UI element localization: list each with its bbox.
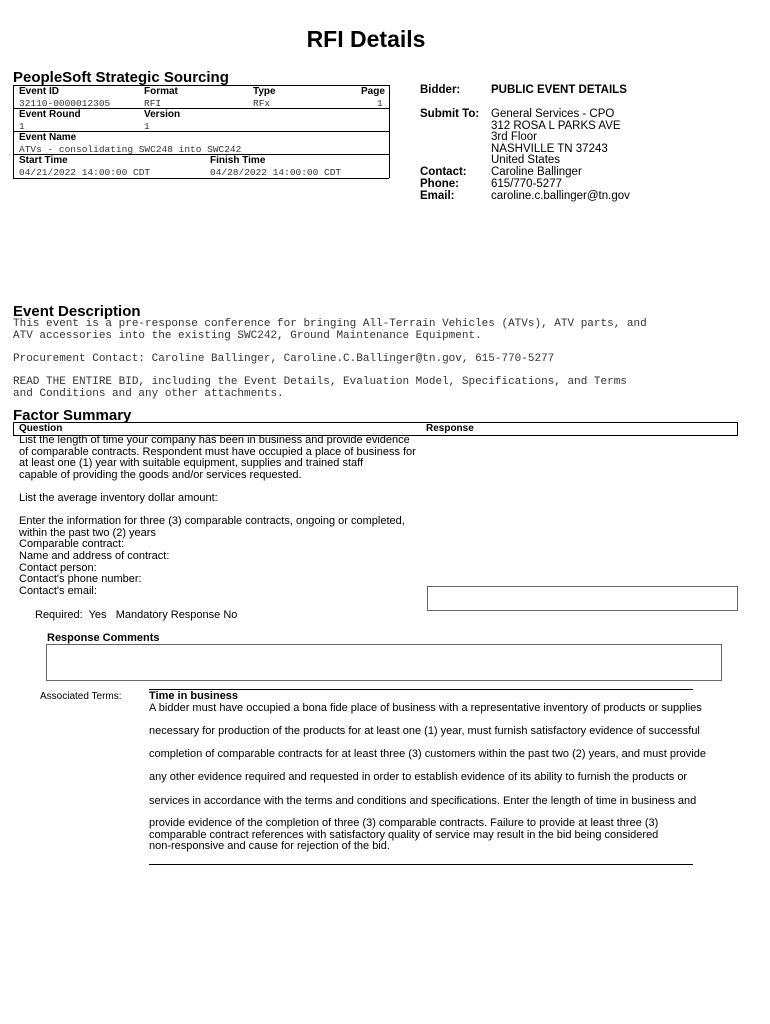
question-line: Comparable contract:	[19, 538, 125, 551]
format-label: Format	[144, 86, 178, 97]
event-round-value: 1	[19, 121, 25, 132]
question-line: within the past two (2) years	[19, 526, 156, 539]
event-description-para1: This event is a pre-response conference for bringing All-Terrain Vehicles (ATVs), ATV parts, and ATV accessories into the existing SWC242, Ground Maintenance Equipment.	[13, 318, 647, 342]
phone-label: Phone:	[420, 178, 459, 190]
type-value: RFx	[253, 98, 271, 109]
term-closing-text	[149, 818, 658, 853]
email-label: Email:	[420, 190, 455, 202]
term-line: completion of comparable contracts for at least three (3) customers within the past two (2) years, and must provide	[149, 748, 706, 760]
term-line: any other evidence required and requested in order to establish evidence of its ability to furnish the products or	[149, 771, 688, 783]
term-line: comparable contract references with satisfactory quality of service may result in the bid being considered	[149, 828, 659, 841]
submit-to-label: Submit To:	[420, 108, 480, 120]
event-id-value: 32110-0000012305	[19, 98, 111, 109]
bidder-label: Bidder:	[420, 84, 461, 96]
term-line: services in accordance with the terms and conditions and specifications. Enter the length of time in business and	[149, 795, 697, 807]
page-title: RFI Details	[306, 26, 426, 52]
section-title: PeopleSoft Strategic Sourcing	[13, 69, 229, 86]
term-line: necessary for production of the products for at least one (1) year, must furnish satisfactory evidence of successful	[149, 725, 700, 737]
type-label: Type	[253, 86, 276, 97]
version-value: 1	[144, 121, 150, 132]
term-line: non-responsive and cause for rejection of the bid.	[149, 840, 390, 853]
question-line: Enter the information for three (3) comparable contracts, ongoing or completed,	[19, 515, 405, 528]
response-comments-label: Response Comments	[47, 632, 160, 644]
question-line: Contact's phone number:	[19, 573, 142, 586]
response-comments-input[interactable]	[46, 644, 722, 681]
question-line: Name and address of contract:	[19, 549, 170, 562]
phone-value: 615/770-5277	[491, 178, 562, 190]
contact-label: Contact:	[420, 166, 467, 178]
term-line: provide evidence of the completion of three (3) comparable contracts. Failure to provide at least three (3)	[149, 817, 659, 829]
event-name-value: ATVs - consolidating SWC248 into SWC242	[19, 144, 242, 155]
page-label: Page	[361, 86, 385, 97]
submit-to-address	[491, 109, 621, 167]
start-time-value: 04/21/2022 14:00:00 CDT	[19, 167, 151, 178]
event-round-label: Event Round	[19, 109, 81, 120]
question-text	[19, 435, 416, 597]
event-description-para2: Procurement Contact: Caroline Ballinger, Caroline.C.Ballinger@tn.gov, 615-770-5277	[13, 353, 555, 365]
page-value: 1	[377, 98, 383, 109]
email-value: caroline.c.ballinger@tn.gov	[491, 190, 630, 202]
format-value: RFI	[144, 98, 162, 109]
address-line: NASHVILLE TN 37243	[491, 142, 608, 155]
question-line: capable of providing the goods and/or services requested.	[19, 468, 302, 481]
response-header: Response	[426, 423, 474, 434]
response-input[interactable]	[427, 586, 738, 611]
question-line: Contact's email:	[19, 584, 97, 597]
event-name-label: Event Name	[19, 132, 77, 143]
question-line: Contact person:	[19, 561, 97, 574]
question-line: at least one (1) year with suitable equipment, supplies and trained staff	[19, 457, 364, 470]
address-line: General Services - CPO	[491, 108, 615, 120]
factor-summary-title: Factor Summary	[13, 407, 132, 424]
term-line: A bidder must have occupied a bona fide place of business with a representative inventory of products or supplies	[149, 702, 702, 714]
contact-value: Caroline Ballinger	[491, 166, 582, 178]
start-time-label: Start Time	[19, 155, 68, 166]
required-text: Required: Yes Mandatory Response No	[35, 609, 238, 621]
associated-terms-label: Associated Terms:	[40, 691, 122, 702]
address-line: 312 ROSA L PARKS AVE	[491, 119, 621, 132]
question-line: List the average inventory dollar amount:	[19, 491, 218, 504]
version-label: Version	[144, 109, 181, 120]
bidder-value: PUBLIC EVENT DETAILS	[491, 84, 627, 96]
finish-time-value: 04/28/2022 14:00:00 CDT	[210, 167, 342, 178]
question-header: Question	[19, 423, 63, 434]
address-line: United States	[491, 154, 561, 167]
finish-time-label: Finish Time	[210, 155, 266, 166]
question-line: List the length of time your company has been in business and provide evidence	[19, 434, 410, 446]
question-line: of comparable contracts. Respondent must have occupied a place of business for	[19, 445, 416, 458]
event-description-para3: READ THE ENTIRE BID, including the Event Details, Evaluation Model, Specifications, and Terms and Conditions and any other attachments.	[13, 376, 627, 400]
event-description-title: Event Description	[13, 303, 141, 320]
term-title: Time in business	[149, 690, 239, 702]
address-line: 3rd Floor	[491, 131, 538, 144]
event-id-label: Event ID	[19, 86, 60, 97]
